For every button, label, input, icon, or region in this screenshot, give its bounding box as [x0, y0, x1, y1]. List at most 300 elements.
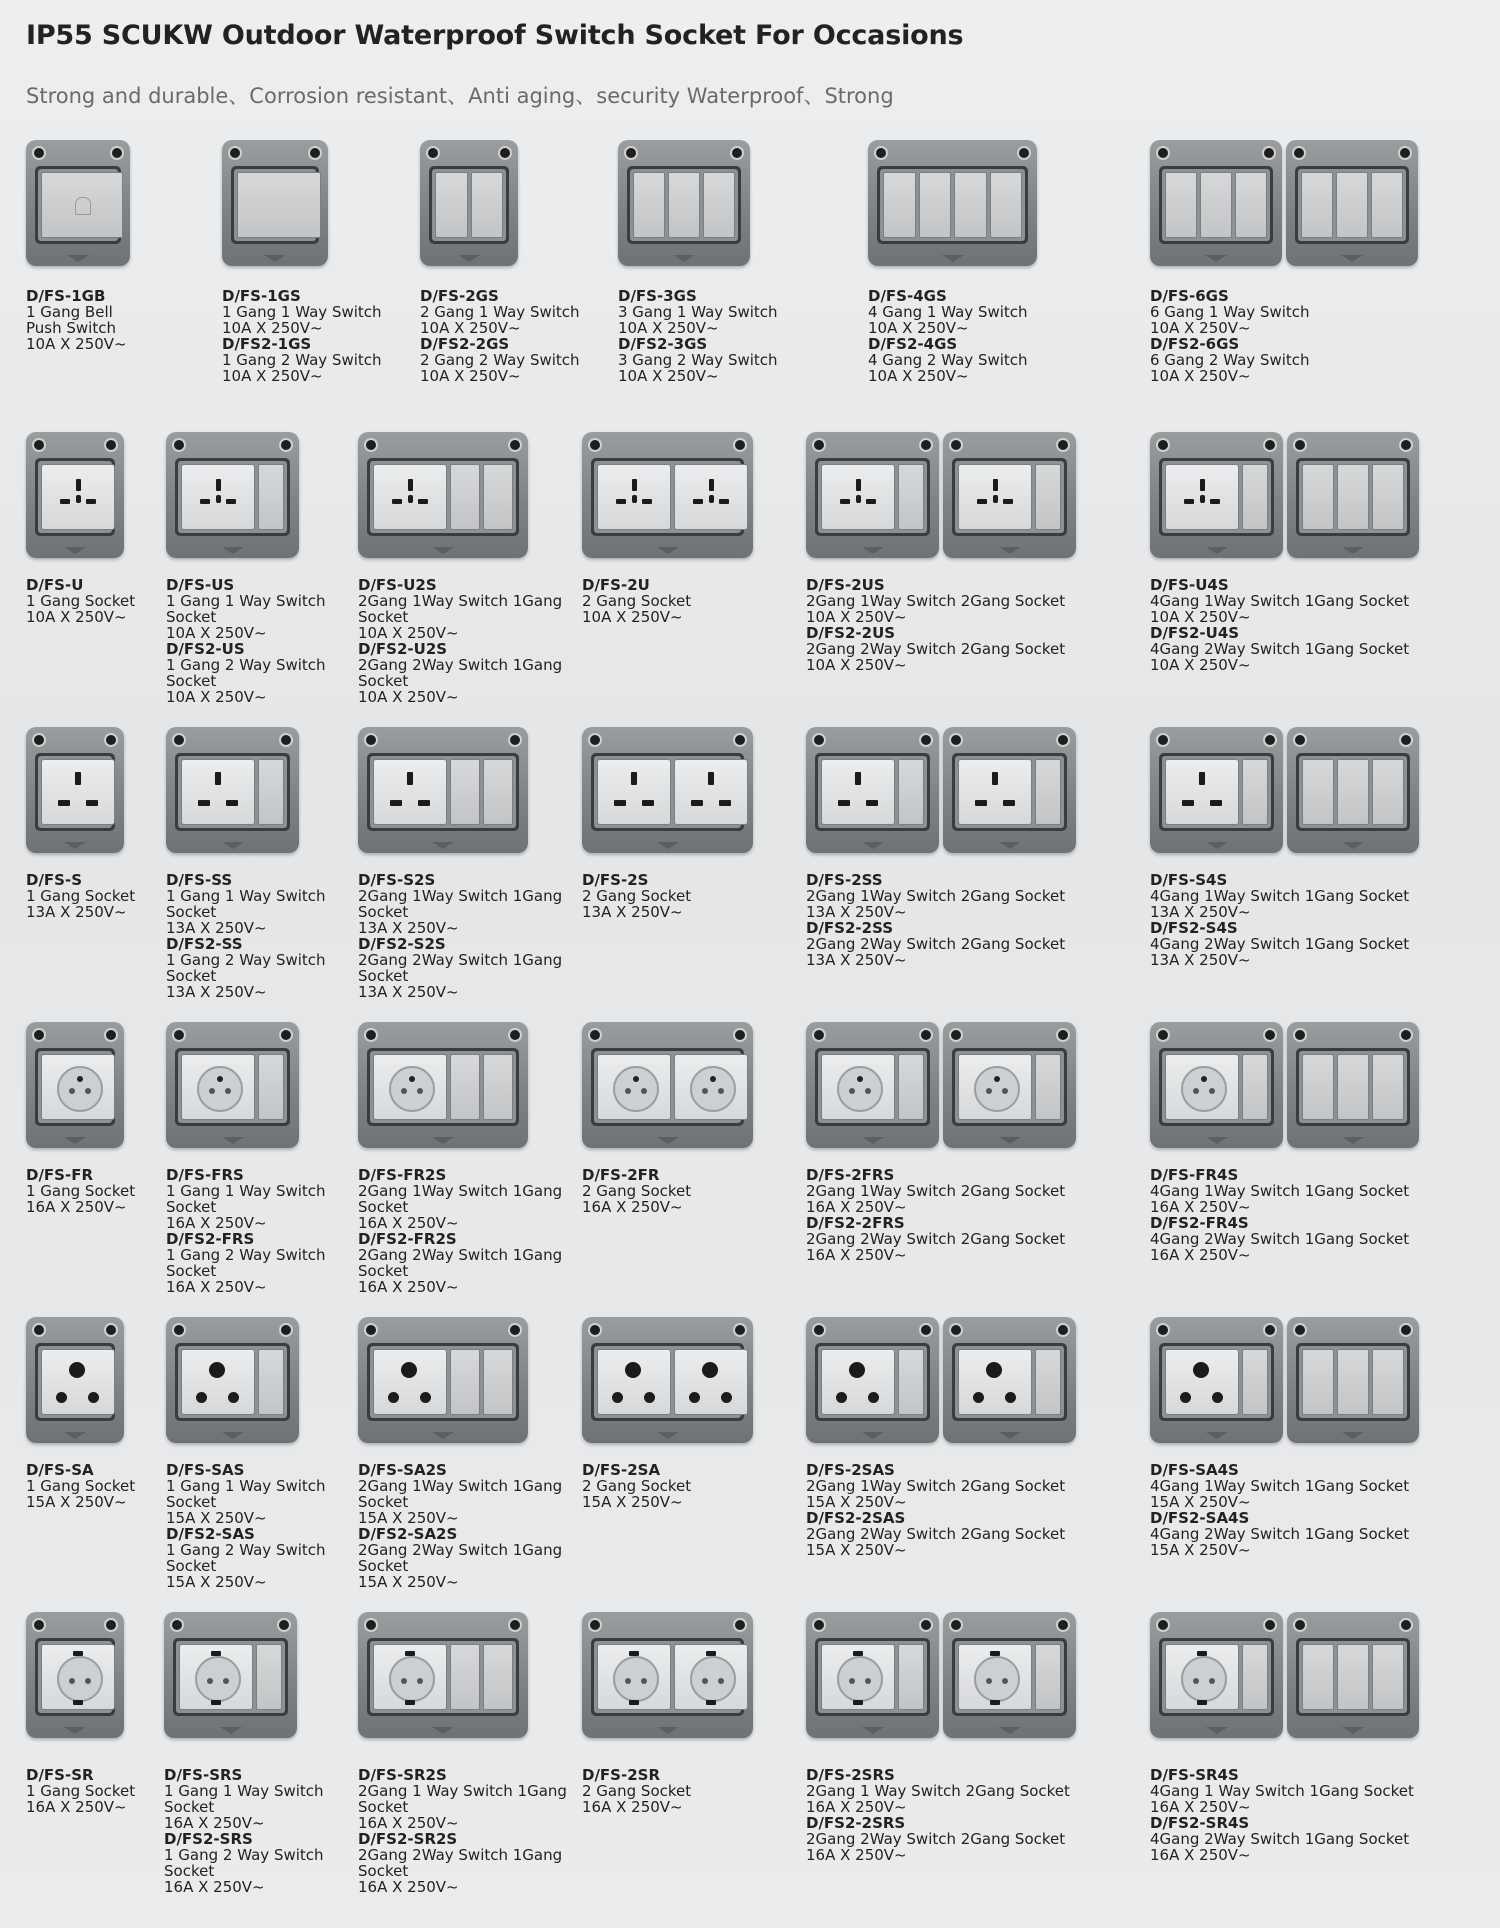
device-frame: [35, 753, 115, 831]
device-panel: [1162, 169, 1270, 241]
product-spec-line: 6 Gang 2 Way Switch: [1150, 351, 1310, 369]
latch-tab-icon: [64, 1137, 86, 1144]
screw-icon: [426, 146, 440, 160]
socket-pin-icon: [228, 1392, 239, 1403]
product-code: D/FS2-SS: [166, 935, 243, 953]
product-code: D/FS-1GB: [26, 287, 106, 305]
product-spec-line: 1 Gang 1 Way Switch: [166, 592, 326, 610]
socket-pin-icon: [644, 1392, 655, 1403]
device-frame: [1159, 1638, 1274, 1716]
product-spec-line: Socket: [164, 1862, 215, 1880]
screw-icon: [919, 438, 933, 452]
socket-pin-icon: [215, 772, 221, 785]
device-panel: [370, 1346, 516, 1418]
device-frame: [1159, 753, 1274, 831]
product-caption: [166, 1462, 326, 1590]
socket-pin-icon: [642, 499, 652, 504]
device-housing: [26, 432, 124, 558]
device-panel: [818, 1051, 927, 1123]
socket-pin-icon: [1184, 499, 1194, 504]
socket-hole-icon: [625, 1088, 631, 1094]
device-housing: [358, 1317, 528, 1443]
device-panel: [38, 756, 112, 828]
socket-recess-icon: [837, 1656, 883, 1702]
product-spec-line: 13A X 250V~: [1150, 951, 1251, 969]
product-code: D/FS-SR2S: [358, 1766, 447, 1784]
socket-pin-icon: [226, 800, 238, 806]
screw-icon: [812, 1618, 826, 1632]
outlet-u-icon: [958, 464, 1032, 530]
socket-pin-icon: [56, 1392, 67, 1403]
outlet-s-icon: [958, 759, 1032, 825]
socket-hole-icon: [209, 1088, 215, 1094]
product-code: D/FS2-2SAS: [806, 1509, 906, 1527]
device-frame: [952, 753, 1067, 831]
device-housing: [222, 140, 328, 266]
socket-recess-icon: [1181, 1656, 1227, 1702]
screw-icon: [949, 1618, 963, 1632]
rocker-switch-icon: [898, 759, 924, 825]
device-panel: [1298, 169, 1406, 241]
latch-tab-icon: [1341, 255, 1363, 262]
product-spec-line: 16A X 250V~: [166, 1278, 267, 1296]
latch-tab-icon: [1342, 1727, 1364, 1734]
device-panel: [818, 756, 927, 828]
rocker-switch-icon: [1337, 464, 1369, 530]
product-code: D/FS-U2S: [358, 576, 437, 594]
device-housing: [358, 432, 528, 558]
device-housing: [358, 727, 528, 853]
socket-hole-icon: [69, 1088, 75, 1094]
socket-pin-icon: [418, 499, 428, 504]
product-spec-line: 6 Gang 1 Way Switch: [1150, 303, 1310, 321]
device-frame: [1295, 166, 1409, 244]
device-housing: [806, 1612, 939, 1738]
socket-hole-icon: [1002, 1678, 1008, 1684]
rocker-switch-icon: [483, 1054, 513, 1120]
screw-icon: [279, 438, 293, 452]
outlet-fr-icon: [821, 1054, 895, 1120]
product-spec-line: 16A X 250V~: [1150, 1798, 1251, 1816]
product-caption: [806, 872, 1065, 968]
outlet-sr-icon: [674, 1644, 748, 1710]
socket-pin-icon: [69, 1362, 85, 1378]
latch-tab-icon: [999, 1137, 1021, 1144]
rocker-switch-icon: [1165, 172, 1197, 238]
socket-pin-icon: [986, 1362, 1002, 1378]
product-spec-line: 1 Gang Socket: [26, 1782, 136, 1800]
device-panel: [955, 461, 1064, 533]
product-spec-line: 10A X 250V~: [358, 624, 459, 642]
product-spec-line: Socket: [166, 1262, 217, 1280]
socket-pin-icon: [993, 479, 998, 491]
outlet-fr-icon: [958, 1054, 1032, 1120]
socket-hole-icon: [625, 1678, 631, 1684]
screw-icon: [170, 1618, 184, 1632]
outlet-sr-icon: [597, 1644, 671, 1710]
rocker-switch-icon: [1302, 1644, 1334, 1710]
device-housing: [166, 432, 299, 558]
screw-icon: [1156, 146, 1170, 160]
product-code: D/FS-SA: [26, 1461, 94, 1479]
screw-icon: [812, 1028, 826, 1042]
screw-icon: [949, 1323, 963, 1337]
latch-tab-icon: [657, 1432, 679, 1439]
product-spec-line: 16A X 250V~: [26, 1198, 127, 1216]
device-panel: [1299, 1051, 1407, 1123]
product-spec-line: 2Gang 1Way Switch 2Gang Socket: [806, 592, 1066, 610]
switch-button-icon: [237, 172, 321, 238]
device-frame: [175, 753, 290, 831]
product-code: D/FS2-SAS: [166, 1525, 255, 1543]
product-caption: [806, 1767, 1070, 1863]
outlet-u-icon: [674, 464, 748, 530]
product-spec-line: 10A X 250V~: [26, 608, 127, 626]
device-panel: [630, 169, 738, 241]
device-panel: [594, 756, 741, 828]
product-code: D/FS2-SRS: [164, 1830, 253, 1848]
socket-pin-icon: [719, 800, 731, 806]
device-housing: [1287, 1612, 1419, 1738]
socket-pin-icon: [973, 1392, 984, 1403]
latch-tab-icon: [862, 1432, 884, 1439]
device-housing: [1287, 1317, 1419, 1443]
device-frame: [815, 753, 930, 831]
device-panel: [1299, 1641, 1407, 1713]
outlet-sr-icon: [373, 1644, 447, 1710]
product-code: D/FS2-US: [166, 640, 245, 658]
product-caption: [166, 577, 326, 705]
product-caption: [582, 872, 691, 920]
rocker-switch-icon: [1337, 759, 1369, 825]
product-code: D/FS-SA4S: [1150, 1461, 1239, 1479]
product-code: D/FS-2SA: [582, 1461, 661, 1479]
rocker-switch-icon: [256, 1644, 282, 1710]
device-frame: [173, 1638, 288, 1716]
device-housing: [1150, 1612, 1283, 1738]
product-code: D/FS-S2S: [358, 871, 436, 889]
product-spec-line: 10A X 250V~: [868, 319, 969, 337]
device-panel: [955, 1051, 1064, 1123]
outlet-s-icon: [674, 759, 748, 825]
latch-tab-icon: [1342, 547, 1364, 554]
rocker-switch-icon: [898, 1349, 924, 1415]
rocker-switch-icon: [1371, 172, 1403, 238]
product-caption: [868, 288, 1028, 384]
socket-pin-icon: [390, 800, 402, 806]
outlet-sr-icon: [821, 1644, 895, 1710]
outlet-s-icon: [373, 759, 447, 825]
device-panel: [955, 1346, 1064, 1418]
product-code: D/FS2-S2S: [358, 935, 446, 953]
device-frame: [35, 1638, 115, 1716]
socket-hole-icon: [225, 1088, 231, 1094]
product-spec-line: 4 Gang 1 Way Switch: [868, 303, 1028, 321]
product-spec-line: 2Gang 1Way Switch 1Gang: [358, 1182, 563, 1200]
socket-recess-icon: [974, 1656, 1020, 1702]
device-housing: [26, 140, 130, 266]
socket-recess-icon: [974, 1066, 1020, 1112]
rocker-switch-icon: [1235, 172, 1267, 238]
product-caption: [582, 1767, 691, 1815]
socket-hole-icon: [849, 1678, 855, 1684]
latch-tab-icon: [657, 1137, 679, 1144]
rocker-switch-icon: [1337, 1644, 1369, 1710]
socket-pin-icon: [693, 499, 703, 504]
product-spec-line: 1 Gang Socket: [26, 887, 136, 905]
latch-tab-icon: [999, 547, 1021, 554]
screw-icon: [364, 438, 378, 452]
product-spec-line: 16A X 250V~: [806, 1198, 907, 1216]
product-code: D/FS-U: [26, 576, 84, 594]
product-spec-line: 1 Gang Socket: [26, 592, 136, 610]
device-frame: [1159, 166, 1273, 244]
device-panel: [370, 756, 516, 828]
rocker-switch-icon: [1242, 1644, 1268, 1710]
rocker-switch-icon: [483, 1644, 513, 1710]
product-spec-line: 3 Gang 2 Way Switch: [618, 351, 778, 369]
product-caption: [582, 577, 691, 625]
socket-hole-icon: [718, 1678, 724, 1684]
socket-hole-icon: [401, 1678, 407, 1684]
socket-pin-icon: [612, 1392, 623, 1403]
product-spec-line: 15A X 250V~: [26, 1493, 127, 1511]
product-code: D/FS2-2GS: [420, 335, 510, 353]
device-panel: [1162, 1346, 1271, 1418]
product-spec-line: 2Gang 2Way Switch 1Gang: [358, 951, 563, 969]
socket-pin-icon: [420, 1392, 431, 1403]
screw-icon: [364, 1323, 378, 1337]
screw-icon: [949, 438, 963, 452]
screw-icon: [733, 1618, 747, 1632]
device-housing: [582, 1612, 753, 1738]
product-spec-line: 16A X 250V~: [1150, 1198, 1251, 1216]
socket-pin-icon: [401, 1362, 417, 1378]
product-spec-line: 2Gang 1Way Switch 1Gang: [358, 887, 563, 905]
rocker-switch-icon: [483, 1349, 513, 1415]
latch-tab-icon: [64, 842, 86, 849]
bell-symbol-icon: [75, 197, 91, 215]
socket-pin-icon: [216, 479, 221, 491]
socket-pin-icon: [866, 499, 876, 504]
outlet-s-icon: [1165, 759, 1239, 825]
product-spec-line: 10A X 250V~: [582, 608, 683, 626]
device-housing: [1287, 1022, 1419, 1148]
rocker-switch-icon: [450, 1644, 480, 1710]
device-panel: [594, 1051, 741, 1123]
rocker-switch-icon: [258, 464, 284, 530]
socket-pin-icon: [392, 499, 402, 504]
socket-hole-icon: [1002, 1088, 1008, 1094]
screw-icon: [104, 1028, 118, 1042]
product-code: D/FS-2SS: [806, 871, 883, 889]
latch-tab-icon: [657, 1727, 679, 1734]
socket-pin-icon: [211, 1651, 221, 1656]
product-code: D/FS2-SA4S: [1150, 1509, 1250, 1527]
product-spec-line: Socket: [358, 1862, 409, 1880]
socket-pin-icon: [216, 495, 221, 503]
product-code: D/FS2-2US: [806, 624, 896, 642]
product-spec-line: Socket: [358, 1493, 409, 1511]
device-housing: [166, 1317, 299, 1443]
latch-tab-icon: [222, 842, 244, 849]
product-spec-line: 1 Gang 1 Way Switch: [164, 1782, 324, 1800]
product-caption: [1150, 1462, 1409, 1558]
socket-pin-icon: [196, 1392, 207, 1403]
device-housing: [943, 1022, 1076, 1148]
screw-icon: [364, 733, 378, 747]
rocker-switch-icon: [1035, 1054, 1061, 1120]
screw-icon: [364, 1028, 378, 1042]
product-spec-line: 1 Gang 2 Way Switch: [166, 656, 326, 674]
product-spec-line: 2Gang 2Way Switch 1Gang: [358, 1846, 563, 1864]
rocker-switch-icon: [483, 759, 513, 825]
screw-icon: [1399, 1618, 1413, 1632]
product-code: D/FS-US: [166, 576, 235, 594]
screw-icon: [32, 733, 46, 747]
latch-tab-icon: [432, 1727, 454, 1734]
product-code: D/FS-2US: [806, 576, 885, 594]
outlet-fr-icon: [1165, 1054, 1239, 1120]
latch-tab-icon: [999, 1727, 1021, 1734]
screw-icon: [32, 1028, 46, 1042]
socket-pin-icon: [708, 772, 714, 785]
earth-pin-icon: [409, 1076, 415, 1082]
screw-icon: [733, 733, 747, 747]
screw-icon: [588, 733, 602, 747]
socket-pin-icon: [1193, 1362, 1209, 1378]
socket-recess-icon: [613, 1656, 659, 1702]
product-code: D/FS2-6GS: [1150, 335, 1240, 353]
device-housing: [166, 727, 299, 853]
device-housing: [1150, 140, 1282, 266]
rocker-switch-icon: [883, 172, 916, 238]
rocker-switch-icon: [898, 1054, 924, 1120]
socket-hole-icon: [417, 1678, 423, 1684]
outlet-sa-icon: [41, 1349, 115, 1415]
screw-icon: [949, 733, 963, 747]
outlet-sa-icon: [373, 1349, 447, 1415]
device-frame: [1296, 1638, 1410, 1716]
product-spec-line: 10A X 250V~: [1150, 608, 1251, 626]
rocker-switch-icon: [954, 172, 987, 238]
socket-hole-icon: [986, 1088, 992, 1094]
product-spec-line: 13A X 250V~: [806, 903, 907, 921]
outlet-sr-icon: [179, 1644, 253, 1710]
screw-icon: [949, 1028, 963, 1042]
product-spec-line: 1 Gang 1 Way Switch: [166, 887, 326, 905]
product-spec-line: 1 Gang 1 Way Switch: [166, 1477, 326, 1495]
socket-pin-icon: [405, 1700, 415, 1705]
device-panel: [38, 1346, 112, 1418]
outlet-u-icon: [821, 464, 895, 530]
device-housing: [358, 1612, 528, 1738]
socket-pin-icon: [88, 1392, 99, 1403]
product-spec-line: 2 Gang 2 Way Switch: [420, 351, 580, 369]
device-frame: [1159, 1343, 1274, 1421]
screw-icon: [874, 146, 888, 160]
device-housing: [26, 1612, 124, 1738]
outlet-fr-icon: [373, 1054, 447, 1120]
socket-pin-icon: [836, 1392, 847, 1403]
socket-pin-icon: [418, 800, 430, 806]
latch-tab-icon: [1206, 1727, 1228, 1734]
screw-icon: [1399, 733, 1413, 747]
device-frame: [591, 753, 744, 831]
product-spec-line: 13A X 250V~: [358, 983, 459, 1001]
socket-pin-icon: [990, 1700, 1000, 1705]
product-spec-line: 15A X 250V~: [1150, 1541, 1251, 1559]
device-frame: [815, 458, 930, 536]
product-spec-line: 2 Gang Socket: [582, 1782, 692, 1800]
product-code: D/FS-4GS: [868, 287, 947, 305]
device-frame: [591, 1343, 744, 1421]
product-spec-line: 4 Gang 2 Way Switch: [868, 351, 1028, 369]
product-spec-line: Socket: [166, 967, 217, 985]
screw-icon: [1156, 438, 1170, 452]
socket-pin-icon: [1197, 1651, 1207, 1656]
product-code: D/FS-SR4S: [1150, 1766, 1239, 1784]
socket-hole-icon: [207, 1678, 213, 1684]
product-caption: [26, 577, 135, 625]
device-panel: [1299, 756, 1407, 828]
socket-pin-icon: [407, 772, 413, 785]
socket-pin-icon: [1210, 800, 1222, 806]
product-spec-line: 15A X 250V~: [1150, 1493, 1251, 1511]
outlet-sr-icon: [41, 1644, 115, 1710]
socket-pin-icon: [642, 800, 654, 806]
product-spec-line: 10A X 250V~: [420, 367, 521, 385]
product-caption: [420, 288, 580, 384]
bell-push-icon: [41, 172, 123, 238]
product-caption: [358, 872, 562, 1000]
product-spec-line: Socket: [358, 608, 409, 626]
device-panel: [880, 169, 1025, 241]
product-code: D/FS2-3GS: [618, 335, 708, 353]
screw-icon: [1156, 733, 1170, 747]
product-code: D/FS-2SR: [582, 1766, 660, 1784]
socket-pin-icon: [853, 1700, 863, 1705]
screw-icon: [1292, 146, 1306, 160]
product-spec-line: 16A X 250V~: [1150, 1846, 1251, 1864]
screw-icon: [498, 146, 512, 160]
screw-icon: [1293, 1618, 1307, 1632]
product-spec-line: 16A X 250V~: [358, 1278, 459, 1296]
device-panel: [178, 1346, 287, 1418]
latch-tab-icon: [999, 1432, 1021, 1439]
product-spec-line: 2 Gang 1 Way Switch: [420, 303, 580, 321]
device-frame: [367, 458, 519, 536]
socket-pin-icon: [614, 800, 626, 806]
product-spec-line: 16A X 250V~: [582, 1798, 683, 1816]
rocker-switch-icon: [1372, 1349, 1404, 1415]
latch-tab-icon: [67, 255, 89, 262]
socket-pin-icon: [840, 499, 850, 504]
device-frame: [591, 458, 744, 536]
device-frame: [231, 166, 319, 244]
socket-recess-icon: [690, 1066, 736, 1112]
rocker-switch-icon: [1242, 1054, 1268, 1120]
outlet-sr-icon: [958, 1644, 1032, 1710]
rocker-switch-icon: [1242, 1349, 1268, 1415]
socket-pin-icon: [977, 499, 987, 504]
screw-icon: [1399, 438, 1413, 452]
screw-icon: [1263, 438, 1277, 452]
socket-recess-icon: [837, 1066, 883, 1112]
latch-tab-icon: [64, 547, 86, 554]
product-code: D/FS-2FR: [582, 1166, 660, 1184]
screw-icon: [1156, 1028, 1170, 1042]
